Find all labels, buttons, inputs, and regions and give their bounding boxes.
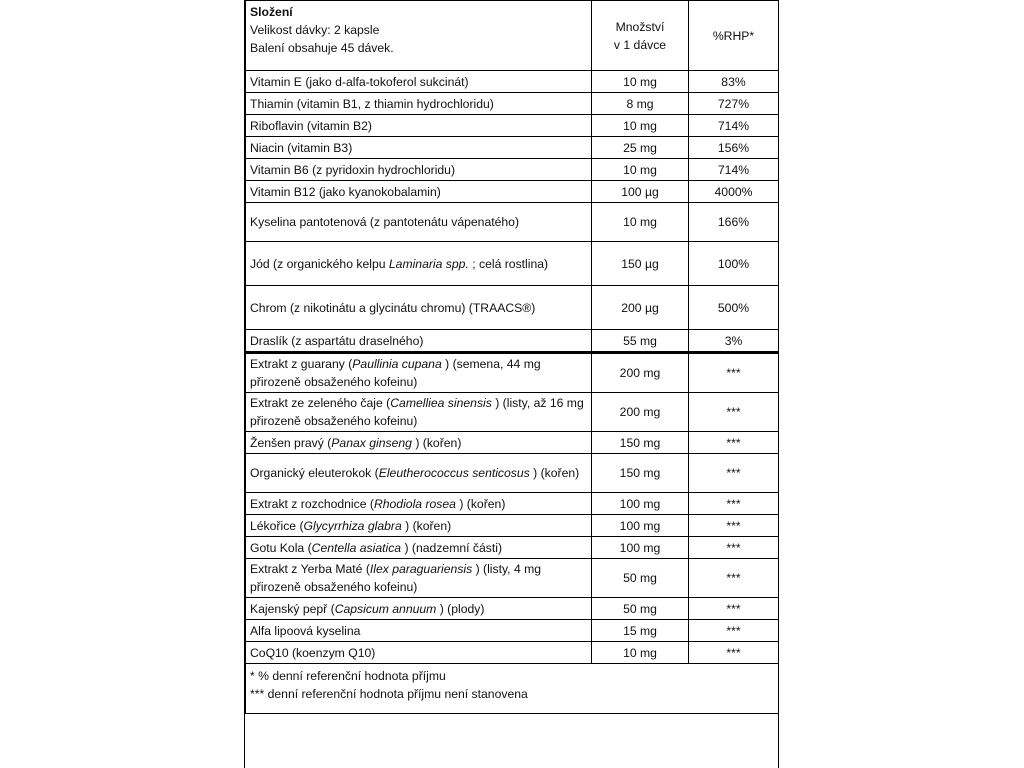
ingredient-name-part: ) (nadzemní části) <box>401 540 503 555</box>
ingredient-rhp: 500% <box>689 286 779 330</box>
ingredient-name-part: Gotu Kola ( <box>250 540 312 555</box>
ingredient-name-part: Jód (z organického kelpu <box>250 256 389 271</box>
table-row <box>246 598 779 620</box>
ingredient-name: Draslík (z aspartátu draselného) <box>246 330 592 353</box>
ingredient-name <box>246 242 592 286</box>
ingredient-amount: 200 µg <box>592 286 689 330</box>
ingredient-amount: 55 mg <box>592 330 689 353</box>
ingredient-rhp: *** <box>689 537 779 559</box>
composition-sheet <box>244 0 779 768</box>
table-row <box>246 93 779 115</box>
table-row <box>246 537 779 559</box>
ingredient-name-part: Extrakt z rozchodnice ( <box>250 496 374 511</box>
ingredient-name: Vitamin B6 (z pyridoxin hydrochloridu) <box>246 159 592 181</box>
ingredient-rhp: *** <box>689 432 779 454</box>
ingredient-rhp: 3% <box>689 330 779 353</box>
header-info-cell <box>246 1 592 71</box>
ingredient-amount: 15 mg <box>592 620 689 642</box>
ingredient-amount: 10 mg <box>592 203 689 242</box>
ingredient-name-part: Lékořice ( <box>250 518 304 533</box>
footnote-not-established: *** denní referenční hodnota příjmu není stanovena <box>250 687 528 701</box>
ingredient-name <box>246 353 592 393</box>
ingredient-rhp: *** <box>689 393 779 432</box>
ingredient-rhp: *** <box>689 559 779 598</box>
ingredient-name-part: ) (kořen) <box>455 496 506 511</box>
ingredient-amount: 100 mg <box>592 493 689 515</box>
ingredient-name-part: ) (listy, 4 mg přirozeně obsaženého kofeinu) <box>250 562 542 594</box>
ingredient-latin-name: Ilex paraguariensis <box>369 562 473 576</box>
table-row <box>246 159 779 181</box>
ingredient-amount: 100 mg <box>592 515 689 537</box>
ingredient-name-part: Extrakt z Yerba Maté ( <box>250 562 370 576</box>
ingredient-name-part: ) (listy, až 16 mg přirozeně obsaženého kofeinu) <box>250 396 584 428</box>
ingredient-name <box>246 393 592 432</box>
amount-column-header <box>592 1 689 71</box>
table-row <box>246 137 779 159</box>
ingredient-name-part: Organický eleuterokok ( <box>250 466 379 480</box>
ingredient-amount: 150 µg <box>592 242 689 286</box>
table-row <box>246 181 779 203</box>
ingredient-name <box>246 559 592 598</box>
ingredient-amount: 100 µg <box>592 181 689 203</box>
composition-title: Složení <box>250 5 293 19</box>
ingredient-amount: 200 mg <box>592 393 689 432</box>
ingredient-name <box>246 515 592 537</box>
ingredient-name <box>246 537 592 559</box>
table-row <box>246 203 779 242</box>
ingredient-latin-name: Eleutherococcus senticosus <box>378 466 530 480</box>
ingredient-amount: 25 mg <box>592 137 689 159</box>
ingredient-latin-name: Panax ginseng <box>331 435 412 450</box>
ingredient-latin-name: Centella asiatica <box>311 540 402 555</box>
table-row <box>246 115 779 137</box>
ingredient-rhp: 714% <box>689 115 779 137</box>
ingredient-name: Thiamin (vitamin B1, z thiamin hydrochloridu) <box>246 93 592 115</box>
ingredient-rhp: 714% <box>689 159 779 181</box>
ingredient-rhp: 156% <box>689 137 779 159</box>
table-row <box>246 286 779 330</box>
footnote-cell <box>246 664 779 714</box>
ingredient-name-part: Kajenský pepř ( <box>250 601 335 616</box>
ingredient-name: Alfa lipoová kyselina <box>246 620 592 642</box>
ingredient-latin-name: Camelliea sinensis <box>390 396 492 410</box>
ingredient-latin-name: Glycyrrhiza glabra <box>303 518 402 533</box>
ingredient-rhp: 4000% <box>689 181 779 203</box>
ingredient-amount: 150 mg <box>592 432 689 454</box>
table-row <box>246 493 779 515</box>
ingredient-rhp: 100% <box>689 242 779 286</box>
ingredient-amount: 200 mg <box>592 353 689 393</box>
footnote-rhp: * % denní referenční hodnota příjmu <box>250 669 446 683</box>
table-row <box>246 454 779 493</box>
amount-header-line1: Množství <box>615 19 665 34</box>
ingredient-name-part: ) (plody) <box>436 601 485 616</box>
table-row <box>246 559 779 598</box>
ingredient-name-part: Extrakt ze zeleného čaje ( <box>250 396 391 410</box>
ingredient-name <box>246 432 592 454</box>
table-row <box>246 620 779 642</box>
ingredient-name-part: ) (semena, 44 mg přirozeně obsaženého kofeinu) <box>250 357 541 389</box>
ingredient-latin-name: Capsicum annuum <box>334 601 437 616</box>
ingredient-name: CoQ10 (koenzym Q10) <box>246 642 592 664</box>
ingredient-amount: 150 mg <box>592 454 689 493</box>
ingredient-amount: 100 mg <box>592 537 689 559</box>
ingredient-name-part: Ženšen pravý ( <box>250 435 332 450</box>
ingredient-name <box>246 493 592 515</box>
ingredient-name <box>246 598 592 620</box>
ingredient-amount: 50 mg <box>592 598 689 620</box>
ingredient-name: Vitamin E (jako d-alfa-tokoferol sukcinát) <box>246 71 592 93</box>
ingredient-amount: 10 mg <box>592 159 689 181</box>
ingredient-latin-name: Paullinia cupana <box>352 357 442 371</box>
footnote-row <box>246 664 779 714</box>
ingredient-rhp: *** <box>689 493 779 515</box>
ingredient-amount: 10 mg <box>592 71 689 93</box>
ingredient-name: Riboflavin (vitamin B2) <box>246 115 592 137</box>
table-row <box>246 330 779 353</box>
ingredient-amount: 10 mg <box>592 115 689 137</box>
ingredient-rhp: *** <box>689 515 779 537</box>
ingredient-rhp: 83% <box>689 71 779 93</box>
ingredient-name: Kyselina pantotenová (z pantotenátu vápenatého) <box>246 203 592 242</box>
serving-size: Velikost dávky: 2 kapsle <box>250 23 380 37</box>
table-row <box>246 432 779 454</box>
table-row <box>246 242 779 286</box>
ingredient-rhp: *** <box>689 620 779 642</box>
ingredient-rhp: 166% <box>689 203 779 242</box>
amount-header-line2: v 1 dávce <box>613 37 667 52</box>
table-row <box>246 393 779 432</box>
ingredient-name-part: ) (kořen) <box>411 435 462 450</box>
table-row <box>246 642 779 664</box>
ingredient-name: Vitamin B12 (jako kyanokobalamin) <box>246 181 592 203</box>
ingredient-rhp: *** <box>689 598 779 620</box>
ingredient-name <box>246 454 592 493</box>
ingredient-rhp: 727% <box>689 93 779 115</box>
ingredient-name: Chrom (z nikotinátu a glycinátu chromu) (TRAACS®) <box>246 286 592 330</box>
ingredient-rhp: *** <box>689 454 779 493</box>
ingredient-name-part: ) (kořen) <box>401 518 452 533</box>
ingredient-rhp: *** <box>689 353 779 393</box>
ingredient-latin-name: Laminaria spp. <box>388 256 469 271</box>
table-row <box>246 353 779 393</box>
ingredient-name-part: ; celá rostlina) <box>468 256 549 271</box>
ingredient-rhp: *** <box>689 642 779 664</box>
rhp-column-header: %RHP* <box>689 1 779 71</box>
ingredient-name-part: ) (kořen) <box>529 466 580 480</box>
ingredient-name-part: Extrakt z guarany ( <box>250 357 353 371</box>
table-row <box>246 71 779 93</box>
ingredient-latin-name: Rhodiola rosea <box>373 496 456 511</box>
ingredient-amount: 50 mg <box>592 559 689 598</box>
servings-per-pack: Balení obsahuje 45 dávek. <box>250 41 394 55</box>
ingredient-name: Niacin (vitamin B3) <box>246 137 592 159</box>
ingredient-amount: 8 mg <box>592 93 689 115</box>
table-row <box>246 515 779 537</box>
table-header-row <box>246 1 779 71</box>
composition-table <box>245 0 779 714</box>
ingredient-amount: 10 mg <box>592 642 689 664</box>
